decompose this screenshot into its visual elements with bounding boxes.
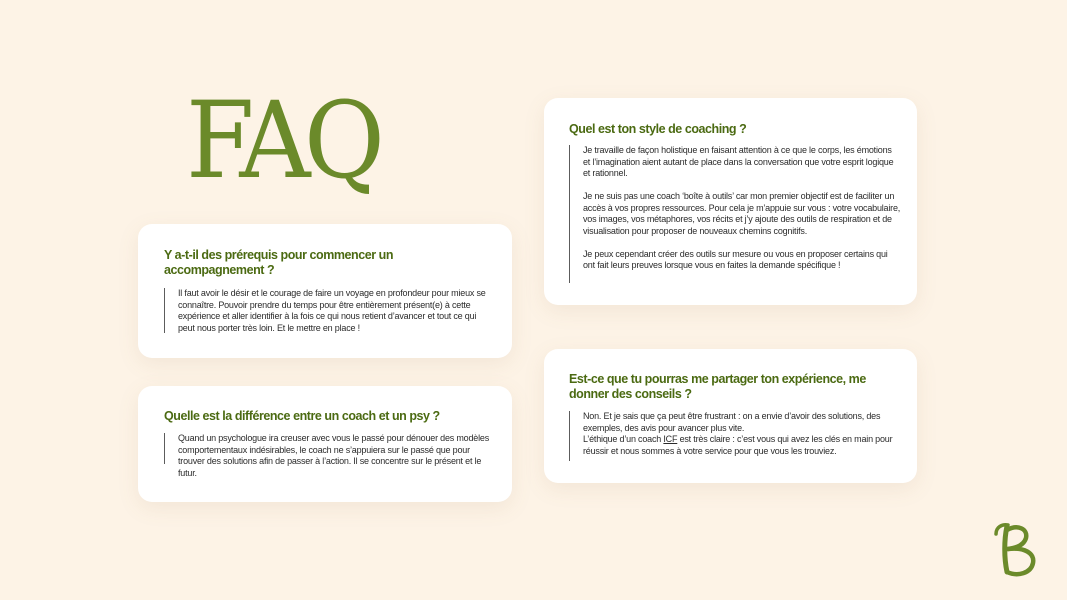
faq-question: Est-ce que tu pourras me partager ton expérience, me donner des conseils ? xyxy=(569,372,866,401)
faq-answer-paragraph xyxy=(583,411,901,457)
brand-b-logo-icon xyxy=(988,522,1040,578)
faq-answer xyxy=(569,411,901,461)
faq-card-prerequisites xyxy=(138,224,512,358)
faq-question: Quelle est la différence entre un coach et un psy ? xyxy=(164,409,440,423)
faq-answer-paragraph: Je travaille de façon holistique en faisant attention à ce que le corps, les émotions et l’imagination aient autant de place dans la conversation que votre esprit logique et rationnel. xyxy=(583,145,894,178)
faq-answer xyxy=(164,433,494,478)
faq-question: Quel est ton style de coaching ? xyxy=(569,122,747,136)
faq-answer-paragraph: Je peux cependant créer des outils sur mesure ou vous en proposer certains qui ont fait leurs preuves lorsque vous en faites la demande spécifique ! xyxy=(583,248,888,270)
faq-answer-paragraph: Il faut avoir le désir et le courage de faire un voyage en profondeur pour mieux se connaître. Pouvoir prendre du temps pour être entièrement présent(e) à cette expérience et aller identifier à la fois ce qui nous retient d’avancer et tout ce qui peut nous porter très loin. Et le mettre en place ! xyxy=(178,288,486,333)
page-title: FAQ xyxy=(186,79,379,202)
faq-card-coach-vs-psy xyxy=(138,386,512,502)
icf-link[interactable]: ICF xyxy=(663,434,678,444)
faq-answer-paragraph: Quand un psychologue ira creuser avec vous le passé pour dénouer des modèles comportementaux indésirables, le coach ne s’appuiera sur le passé que pour trouver des solutions afin de passer à l’action. Il se concentre sur le présent et le futur. xyxy=(178,433,490,478)
faq-question: Y a-t-il des prérequis pour commencer un accompagnement ? xyxy=(164,248,394,277)
faq-answer-text: est très claire : c’est vous qui avez les clés en main pour réussir et nous sommes à votre service pour que vous les trouviez. xyxy=(583,434,893,456)
faq-card-advice xyxy=(544,349,917,483)
faq-answer-text: L’éthique d’un coach xyxy=(583,434,664,444)
faq-answer xyxy=(164,288,494,333)
faq-answer xyxy=(569,145,901,283)
faq-card-coaching-style xyxy=(544,98,917,305)
faq-answer-paragraph: Je ne suis pas une coach ‘boîte à outils’ car mon premier objectif est de faciliter un accès à vos propres ressources. Pour cela je m’appuie sur vous : votre vocabulaire, vos images, vos métaphores, vos récits et j’y ajoute des outils de respiration et de visualisation pour proposer de nouveaux chemins cognitifs. xyxy=(583,191,901,236)
faq-answer-line: Non. Et je sais que ça peut être frustrant : on a envie d’avoir des solutions, des exemples, des avis pour avancer plus vite. xyxy=(583,411,881,433)
